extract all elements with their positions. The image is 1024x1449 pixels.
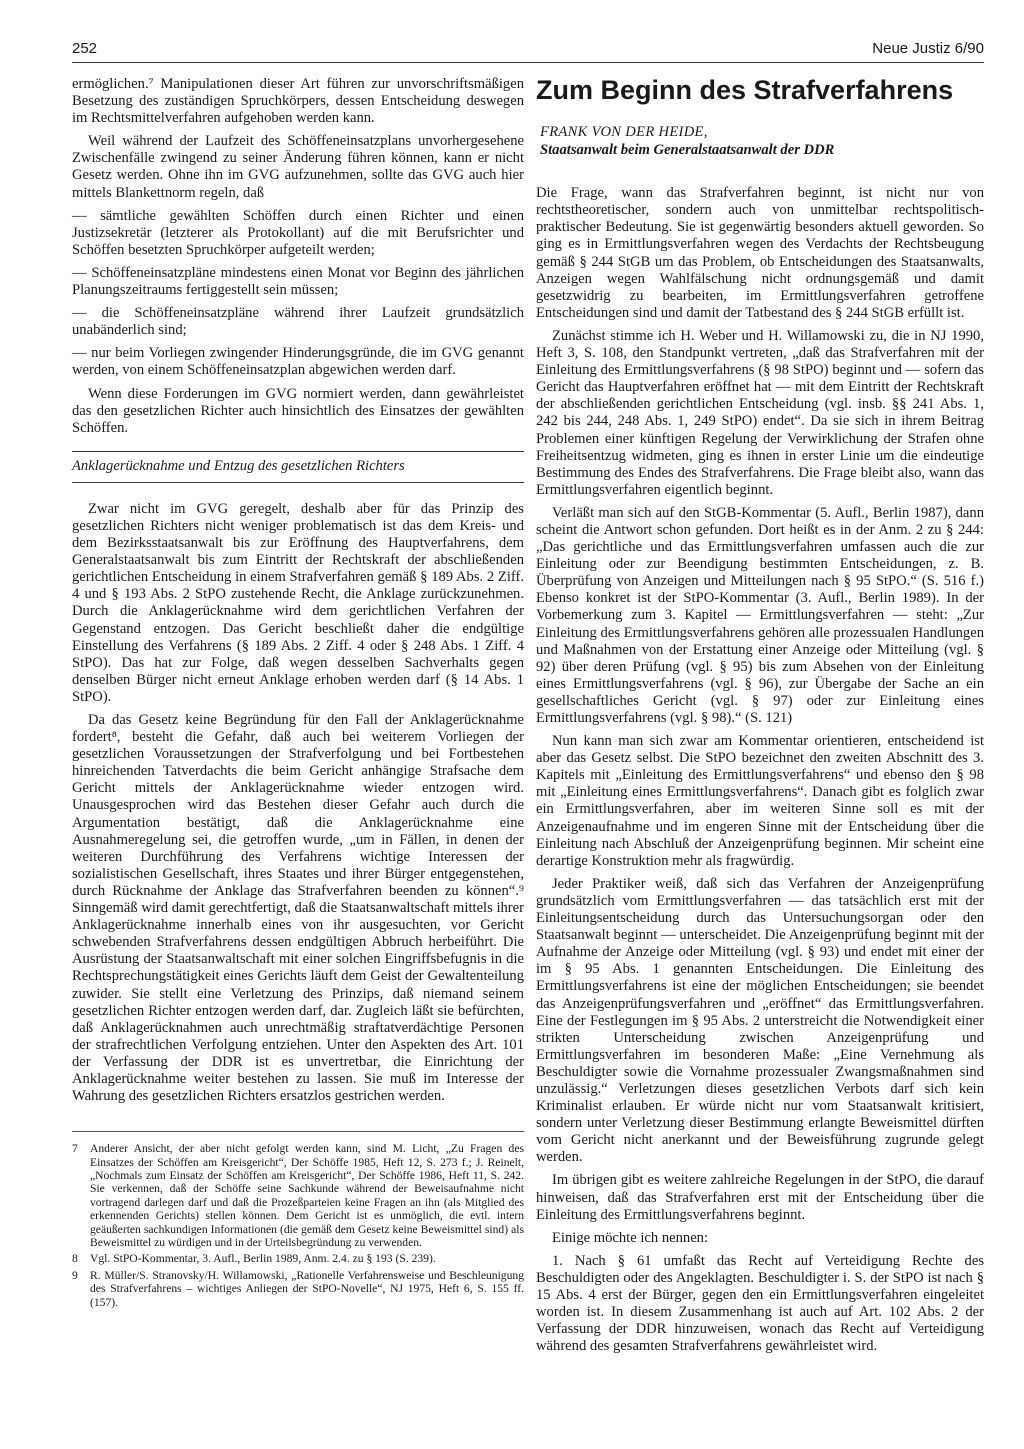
paragraph: Zunächst stimme ich H. Weber und H. Willamowski zu, die in NJ 1990, Heft 3, S. 108, den Standpunkt vertreten, „daß das Strafverfahren mit der Einleitung des Ermittlungsverfahrens (§ 98 StPO) beginnt und — sofern das Gericht das Hauptverfahren eröffnet hat — mit dem Eintritt der Rechtskraft der abschließenden gerichtlichen Entscheidung (vgl. insb. §§ 241 Abs. 1, 242 bis 244, 248 Abs. 1, 249 StPO) endet“. Da sie sich in ihrem Beitrag Problemen einer künftigen Regelung der Verwirklichung der Strafen ohne Freiheitsentzug widmeten, ging es ihnen in erster Linie um die eindeutige Bestimmung des Endes des Strafverfahrens. Die Frage bleibt also, wann das Ermittlungsverfahren eigentlich beginnt. <box>536 327 984 498</box>
footnote <box>72 1269 524 1309</box>
paragraph: ermöglichen.⁷ Manipulationen dieser Art führen zur unvorschriftsmäßigen Besetzung des zuständigen Spruchkörpers, dessen Entscheidung deswegen im Rechtsmittelverfahren aufgehoben werden kann. <box>72 76 524 127</box>
list-item: — die Schöffeneinsatzpläne während ihrer Laufzeit grundsätzlich unabänderlich sind; <box>72 305 524 339</box>
author-affiliation: Staatsanwalt beim Generalstaatsanwalt der DDR <box>540 141 835 158</box>
author-name: FRANK VON DER HEIDE, <box>540 124 708 140</box>
footnote-text: R. Müller/S. Stranovsky/H. Willamowski, „Rationelle Verfahrensweise und Beschleunigung des Strafverfahrens – wichtiges Anliegen der StPO-Novelle“, NJ 1975, Heft 6, S. 155 ff. (157). <box>90 1268 524 1309</box>
list-item: — sämtliche gewählten Schöffen durch einen Richter und einen Justizsekretär (letzterer als Protokollant) auf die mit Berufsrichter und Schöffen besetzten Spruchkörper aufgeteilt werden; <box>72 207 524 258</box>
byline <box>536 124 984 159</box>
footnote-number: 9 <box>72 1268 78 1282</box>
paragraph: Zwar nicht im GVG geregelt, deshalb aber für das Prinzip des gesetzlichen Richters nicht weniger problematisch ist das dem Kreis- und dem Bezirksstaatsanwalt bis zur Eröffnung des Hauptverfahrens, dem Generalstaatsanwalt bis zum Eintritt der Rechtskraft der abschließenden gerichtlichen Entscheidung in einem Strafverfahren gemäß § 189 Abs. 2 Ziff. 4 und § 193 Abs. 2 StPO zustehende Recht, die Anklage zurückzunehmen. Durch die Anklagerücknahme wird dem gerichtlichen Verfahren der Gegenstand entzogen. Das Gericht beschließt daher die endgültige Einstellung des Verfahrens (§ 189 Abs. 2 Ziff. 4 oder § 248 Abs. 1 Ziff. 4 StPO). Das hat zur Folge, daß wegen desselben Sachverhalts gegen denselben Bürger nicht erneut Anklage erhoben werden darf (§ 14 Abs. 1 StPO). <box>72 500 524 705</box>
paragraph: 1. Nach § 61 umfaßt das Recht auf Verteidigung Rechte des Beschuldigten oder des Angeklagten. Beschuldigter i. S. der StPO ist nach § 15 Abs. 4 erst der Bürger, gegen den ein Ermittlungsverfahren eingeleitet worden ist. In diesem Zusammenhang ist auch auf Art. 102 Abs. 2 der Verfassung der DDR hinzuweisen, wonach das Recht auf Verteidigung während des gesamten Strafverfahrens gewährleistet wird. <box>536 1252 984 1355</box>
paragraph: Weil während der Laufzeit des Schöffeneinsatzplans unvorhergesehene Zwischenfälle zwingend zu seiner Änderung führen können, kann er nicht Gesetz werden. Ohne ihn im GVG aufzunehmen, sollte das GVG auch hier mittels Blankettnorm regeln, daß <box>72 133 524 201</box>
footnote-text: Anderer Ansicht, der aber nicht gefolgt werden kann, sind M. Licht, „Zu Fragen des Einsatzes der Schöffen am Kreisgericht“, Der Schöffe 1985, Heft 12, S. 273 f.; J. Reinelt, „Nochmals zum Einsatz der Schöffen am Kreisgericht“, Der Schöffe 1986, Heft 11, S. 242. Sie verkennen, daß der Schöffe seine Sachkunde während der Beweisaufnahme nicht vortragend darlegen darf und daß die Prozeßparteien keine Fragen an ihn (als Mitglied des erkennenden Gerichts) stellen können. Dem Gericht ist es unmöglich, die evtl. intern geäußerten sachkundigen Informationen (die gemäß dem Gesetz keine Beweismittel sind) als Beweismittel zu würdigen und in der Urteilsbegründung zu verwenden. <box>90 1142 524 1249</box>
paragraph: Einige möchte ich nennen: <box>552 1229 709 1246</box>
paragraph: Jeder Praktiker weiß, daß sich das Verfahren der Anzeigenprüfung grundsätzlich vom Ermittlungsverfahren — das tatsächlich erst mit der Einleitungsentscheidung durch das Untersuchungsorgan oder den Staatsanwalt beginnt — unterscheidet. Die Anzeigenprüfung beginnt mit der Aufnahme der Anzeige oder Mitteilung (vgl. § 93) und endet mit einer der im § 95 Abs. 1 genannten Entscheidungen. Die Einleitung des Ermittlungsverfahrens ist eine der möglichen Entscheidungen; sie beendet das Anzeigenprüfungsverfahren und „eröffnet“ das Ermittlungsverfahren. Eine der Festlegungen im § 95 Abs. 2 unterstreicht die Notwendigkeit einer strikten Unterscheidung zwischen Anzeigenprüfung und Ermittlungsverfahren im besonderen Maße: „Eine Vernehmung als Beschuldigter sowie die Vornahme prozessualer Zwangsmaßnahmen sind unzulässig.“ Verletzungen dieses gesetzlichen Verbots darf sich kein Kriminalist erlauben. Er würde nicht nur vom Staatsanwalt kritisiert, sondern unter Verletzung dieser Bestimmung erlangte Beweismittel dürften vom Gericht nicht anerkannt und der Beweisführung zugrunde gelegt werden. <box>536 875 984 1166</box>
footnotes <box>72 1131 524 1309</box>
journal-issue: Neue Justiz 6/90 <box>872 40 984 57</box>
page-number: 252 <box>72 40 98 57</box>
running-head <box>72 38 984 63</box>
paragraph: Die Frage, wann das Strafverfahren beginnt, ist nicht nur von rechtstheoretischer, sondern auch von unmittelbar rechtspolitisch-praktischer Bedeutung. Sie ist gegenwärtig besonders aktuell geworden. So ging es in Ermittlungsverfahren wegen des Verdachts der Rechtsbeugung gemäß § 244 StGB um das Problem, ob Entscheidungen des Staatsanwalts, Anzeigen wegen Wahlfälschung nicht ordnungsgemäß und damit gesetzwidrig zu bearbeiten, im Ermittlungsverfahren getroffene Entscheidungen sind und damit der Tatbestand des § 244 StGB erfüllt ist. <box>536 185 984 321</box>
right-column <box>536 76 984 1361</box>
list-item: — nur beim Vorliegen zwingender Hinderungsgründe, die im GVG genannt werden, von einem Schöffeneinsatzplan abgewichen werden darf. <box>72 345 524 379</box>
footnote-text: Vgl. StPO-Kommentar, 3. Aufl., Berlin 1989, Anm. 2.4. zu § 193 (S. 239). <box>90 1252 436 1266</box>
paragraph: Im übrigen gibt es weitere zahlreiche Regelungen in der StPO, die darauf hinweisen, daß das Strafverfahren erst mit der Entscheidung über die Einleitung des Ermittlungsverfahrens beginnt. <box>536 1172 984 1223</box>
list-item: — Schöffeneinsatzpläne mindestens einen Monat vor Beginn des jährlichen Planungszeitraums fertiggestellt sein müssen; <box>72 264 524 299</box>
footnote <box>72 1142 524 1249</box>
paragraph: Wenn diese Forderungen im GVG normiert werden, dann gewährleistet das den gesetzlichen Richter auch hinsichtlich des Einsatzes der gewählten Schöffen. <box>72 385 524 436</box>
paragraph: Da das Gesetz keine Begründung für den Fall der Anklagerücknahme fordert⁸, besteht die Gefahr, daß auch bei weiterem Vorliegen der gesetzlichen Voraussetzungen der Strafverfolgung und bei Fortbestehen hinreichenden Tatverdachts die beim Gericht anhängige Strafsache dem Gericht mittels der Anklagerücknahme wieder entzogen wird. Unausgesprochen wird das Bestehen dieser Gefahr auch durch die Argumentation bestätigt, daß die Anklagerücknahme eine Ausnahmeregelung sei, die getroffen wurde, „um in Fällen, in denen der weiteren Durchführung des Verfahrens wichtige Interessen der sozialistischen Gesellschaft, ihres Staates und ihrer Bürger entgegenstehen, durch Rücknahme der Anklage das Strafverfahren beenden zu können“.⁹ Sinngemäß wird damit gerechtfertigt, daß die Staatsanwaltschaft mittels ihrer Anklagerücknahme innerhalb eines von ihr ausgesuchten, vor Gericht schwebenden Strafverfahrens dessen endgültigen Abbruch herbeiführt. Die Ausrüstung der Staatsanwaltschaft mit einer solchen Eingriffsbefugnis in die Rechtsprechungstätigkeit eines Gerichts läuft dem Geist der Gewaltenteilung zuwider. Sie stellt eine Verletzung des Prinzips, daß niemand seinem gesetzlichen Richter entzogen werden darf, dar. Zugleich läßt sie befürchten, daß Anklagerücknahmen auch unrechtmäßig straftatverdächtige Personen der strafrechtlichen Verfolgung entziehen. Unter den Aspekten des Art. 101 der Verfassung der DDR ist es unvertretbar, die Einrichtung der Anklagerücknahme weiter bestehen zu lassen. Sie muß im Interesse der Wahrung des gesetzlichen Richters ersatzlos gestrichen werden. <box>72 712 524 1105</box>
footnote-number: 7 <box>72 1142 78 1156</box>
paragraph: Nun kann man sich zwar am Kommentar orientieren, entscheidend ist aber das Gesetz selbst. Die StPO bezeichnet den zweiten Abschnitt des 3. Kapitels mit „Einleitung des Ermittlungsverfahrens“ und ebenso den § 98 mit „Einleitung eines Ermittlungsverfahrens“. Danach gibt es folglich zwar ein Ermittlungsverfahren, aber im weiteren Sinne soll es mit der Anzeigenaufnahme und im engeren Sinne mit der Entscheidung über die Einleitung nach Abschluß der Anzeigenprüfung beginnen. Mir scheint eine derartige Konstruktion mehr als fragwürdig. <box>536 733 984 869</box>
left-column <box>72 76 524 1312</box>
footnote-number: 8 <box>72 1252 78 1266</box>
footnote <box>72 1252 524 1265</box>
article-title: Zum Beginn des Strafverfahrens <box>536 75 954 105</box>
paragraph: Verläßt man sich auf den StGB-Kommentar (5. Aufl., Berlin 1987), dann scheint die Antwort schon gefunden. Dort heißt es in der Anm. 2 zu § 244: „Das gerichtliche und das Ermittlungsverfahren umfassen auch die zur Einleitung oder zur Beendigung bestimmten Entscheidungen, z. B. Überprüfung von Anzeigen und Mitteilungen nach § 95 StPO.“ (S. 516 f.) Ebenso konkret ist der StPO-Kommentar (3. Aufl., Berlin 1989). In der Vorbemerkung zum 3. Kapitel — Ermittlungsverfahren — steht: „Zur Einleitung des Ermittlungsverfahrens gehören alle prozessualen Handlungen und Maßnahmen von der Erstattung einer Anzeige oder Mitteilung (vgl. § 92) über deren Prüfung (vgl. § 95) bis zum Absehen von der Einleitung eines Ermittlungsverfahrens (vgl. § 96), zur Übergabe der Sache an ein gesellschaftliches Gericht (vgl. § 97) oder zur Einleitung eines Ermittlungsverfahrens (vgl. § 98).“ (S. 121) <box>536 504 984 726</box>
section-heading: Anklagerücknahme und Entzug des gesetzlichen Richters <box>72 451 524 483</box>
